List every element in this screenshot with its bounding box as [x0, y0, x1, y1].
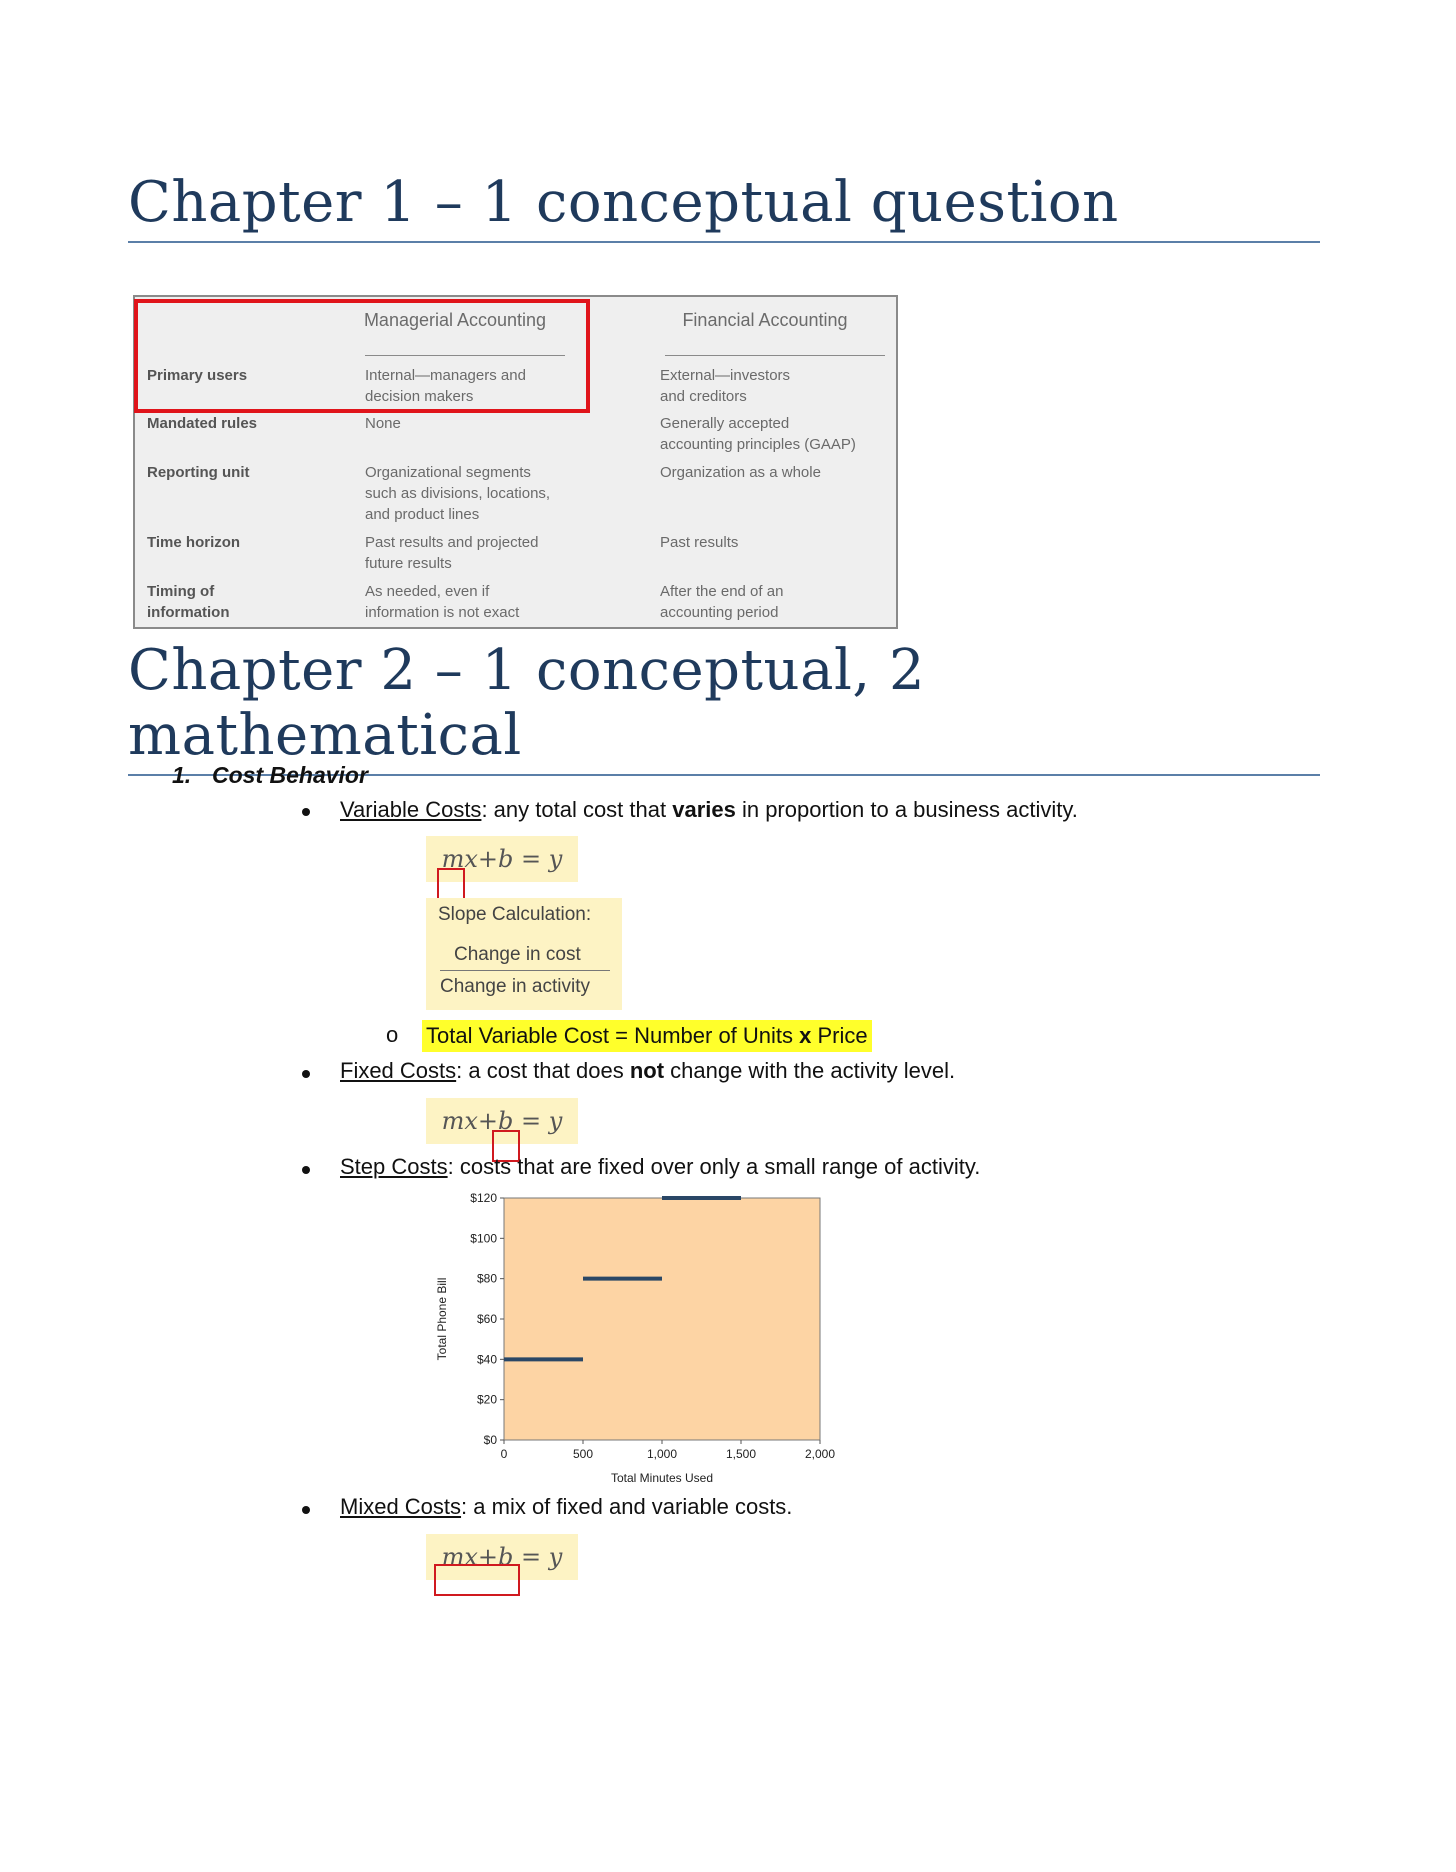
list-number: 1. — [172, 762, 192, 788]
mixed-costs-term: Mixed Costs — [340, 1494, 462, 1519]
total-variable-cost-line — [422, 1020, 872, 1052]
cell-financial: External—investors and creditors — [660, 367, 791, 405]
step-costs-line — [340, 1154, 980, 1180]
y-tick-label: $80 — [476, 1271, 497, 1286]
y-tick-label: $40 — [476, 1352, 497, 1367]
cell-financial: Generally accepted accounting principles (GAAP) — [660, 415, 856, 453]
chapter-2-heading: Chapter 2 – 1 conceptual, 2 mathematical — [128, 638, 1320, 776]
bullet — [302, 808, 310, 816]
text: Price — [811, 1023, 868, 1048]
text: in proportion to a business activity. — [735, 797, 1078, 822]
managerial-highlight-box — [134, 299, 590, 413]
variable-costs-term: Variable Costs — [340, 797, 482, 822]
emphasis: not — [629, 1058, 665, 1083]
col-header-financial: Financial Accounting — [682, 310, 848, 330]
x-tick-label: 500 — [572, 1447, 594, 1461]
fixed-costs-line — [340, 1058, 955, 1084]
step-costs-term: Step Costs — [340, 1154, 448, 1179]
chapter-1-heading: Chapter 1 – 1 conceptual question — [128, 170, 1320, 243]
row-label: Timing of information — [147, 583, 230, 621]
bullet — [302, 1166, 310, 1174]
fixed-costs-term: Fixed Costs — [340, 1058, 457, 1083]
text: Total Variable Cost = Number of Units — [426, 1023, 800, 1048]
section-title: Cost Behavior — [212, 762, 368, 788]
formula-fixed: mx+b = y — [426, 1098, 578, 1144]
plot-area — [504, 1198, 820, 1440]
emphasis: varies — [672, 797, 736, 822]
bullet — [302, 1506, 310, 1514]
cell-managerial: Organizational segments such as divisions, locations, and product lines — [365, 464, 551, 523]
y-tick-label: $120 — [470, 1191, 497, 1205]
cell-managerial: As needed, even if information is not exact — [365, 583, 520, 621]
text: : costs that are fixed over only a small range of activity. — [447, 1154, 981, 1179]
text: : any total cost that — [481, 797, 673, 822]
sub-bullet-marker: o — [386, 1022, 399, 1047]
y-tick-label: $0 — [483, 1433, 497, 1447]
x-tick-label: 1,000 — [646, 1447, 678, 1461]
row-label: Mandated rules — [147, 415, 258, 432]
y-tick-label: $60 — [476, 1312, 497, 1326]
cell-managerial: Internal—managers and decision makers — [365, 367, 526, 405]
mixed-costs-line — [340, 1494, 792, 1520]
cell-financial: Past results — [660, 534, 739, 551]
fraction-line — [440, 970, 610, 971]
formula-variable: mx+b = y — [426, 836, 578, 882]
cell-financial: Organization as a whole — [660, 464, 821, 481]
slope-title: Slope Calculation: — [438, 904, 592, 925]
row-label: Primary users — [147, 367, 248, 384]
row-label: Reporting unit — [147, 464, 250, 481]
cell-managerial: Past results and projected future results — [365, 534, 539, 572]
x-tick-label: 2,000 — [804, 1447, 836, 1461]
y-axis-label: Total Phone Bill — [435, 1277, 449, 1361]
text: : a mix of fixed and variable costs. — [461, 1494, 793, 1519]
y-tick-label: $20 — [476, 1392, 497, 1407]
col-header-underline — [665, 355, 885, 356]
x-tick-label: 1,500 — [725, 1447, 757, 1461]
text: change with the activity level. — [664, 1058, 956, 1083]
bullet — [302, 1070, 310, 1078]
highlight-mx-b-box — [434, 1564, 520, 1596]
col-header-managerial: Managerial Accounting — [363, 310, 547, 330]
y-tick-label: $100 — [470, 1231, 497, 1246]
x-axis-label: Total Minutes Used — [610, 1471, 714, 1485]
row-label: Time horizon — [147, 534, 241, 551]
text: : a cost that does — [456, 1058, 630, 1083]
formula-mixed: mx+b = y — [426, 1534, 578, 1580]
slope-calculation — [426, 898, 622, 1010]
highlight-m-box — [437, 868, 465, 902]
slope-numerator: Change in cost — [454, 944, 581, 965]
cell-managerial: None — [365, 415, 401, 432]
slope-denominator: Change in activity — [440, 976, 590, 997]
variable-costs-line — [340, 797, 1078, 823]
emphasis: x — [799, 1023, 812, 1048]
x-tick-label: 0 — [500, 1447, 508, 1461]
cell-financial: After the end of an accounting period — [660, 583, 784, 621]
step-cost-chart — [430, 1190, 840, 1490]
